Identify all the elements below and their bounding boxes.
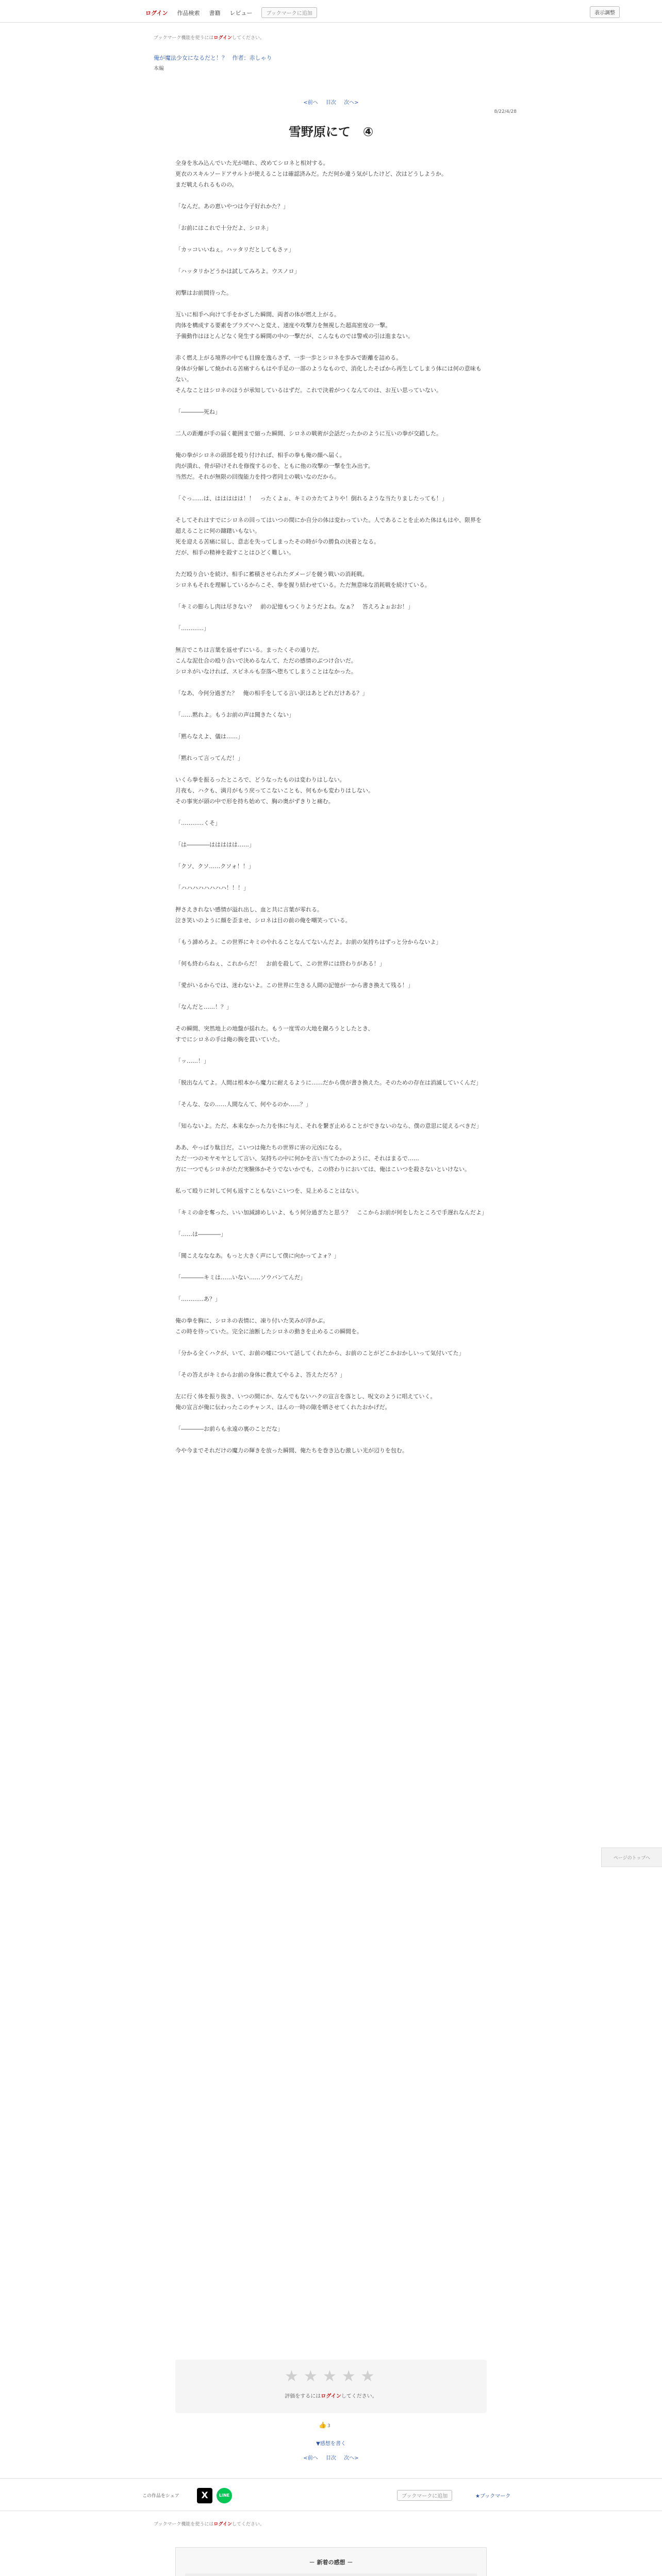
body-paragraph (175, 190, 487, 201)
body-paragraph: 方に一つでもシロネがただ実験体かそうでないかでも、この終わりにおいては、俺はこいつを殺さないといけない。 (175, 1166, 470, 1173)
body-paragraph: 「ハッタリかどうかは試してみろよ。ウスノロ」 (175, 268, 300, 275)
body-paragraph: いくら拳を振るったところで、どうなったものは変わりはしない。 (175, 776, 345, 783)
body-paragraph: 泣き笑いのように顔を歪ませ、シロネは目の前の俺を嘲笑っている。 (175, 917, 351, 924)
body-paragraph: 「そんな、なの……人間なんて、何やるのか……？」 (175, 1101, 311, 1108)
new-impressions-title: － 新着の感想 － (309, 2559, 353, 2566)
body-paragraph (175, 277, 487, 287)
body-paragraph: この時を待っていた。完全に油断したシロネの動きを止めるこの瞬間を。 (175, 1328, 362, 1335)
thumbs-up-icon: 👍 (319, 2421, 326, 2429)
body-paragraph (175, 590, 487, 601)
body-paragraph: 初撃はお前間待った。 (175, 290, 232, 296)
body-paragraph (175, 1380, 487, 1391)
body-paragraph (175, 872, 487, 883)
body-paragraph: 「は――――ははははは……」 (175, 841, 255, 848)
episode-pager-top (0, 98, 662, 106)
top-nav (145, 7, 317, 18)
body-paragraph (175, 1337, 487, 1348)
body-paragraph: 「……黙れよ。もうお前の声は聞きたくない」 (175, 711, 294, 718)
body-paragraph: 肉が潰れ、骨が砕けそれを修復するのを、ともに他の攻撃の一撃を生み出す。 (175, 463, 374, 469)
bookmark-add-button[interactable]: ブックマークに追加 (261, 7, 317, 18)
rating-box (175, 2360, 487, 2413)
toc-link[interactable]: 目次 (326, 100, 336, 106)
body-paragraph (175, 1413, 487, 1423)
body-paragraph: ただ一つのモヤモヤとして言い、気持ちの中に何かを言い当てたかのように、それはまるで…… (175, 1155, 419, 1162)
body-paragraph (175, 1196, 487, 1207)
body-paragraph (175, 634, 487, 645)
body-paragraph (175, 1012, 487, 1023)
bookmark-note-text: ブックマーク機能を使うには (154, 2522, 214, 2527)
body-paragraph: すでにシロネの手は俺の胸を貫いていた。 (175, 1036, 284, 1043)
prev-link[interactable]: <前へ (303, 100, 318, 106)
body-paragraph: 「ハハハハハハハハ！！！」 (175, 885, 249, 891)
body-paragraph (175, 612, 487, 623)
like-count: 3 (327, 2424, 330, 2429)
body-paragraph: 全身を氷み込んでいた光が晴れ、改めてシロネと相対する。 (175, 160, 329, 166)
body-paragraph: 「…………くそ」 (175, 820, 221, 826)
body-paragraph (175, 396, 487, 406)
episode-body (175, 158, 487, 1456)
body-paragraph: 予備動作はほとんどなく発生する瞬間の中の一撃だが、こんなものでは警戒の引は進まない。 (175, 333, 413, 340)
chapter-category: 本編 (154, 66, 164, 72)
new-impressions-empty (185, 2573, 477, 2576)
body-paragraph (175, 764, 487, 774)
work-title-line (154, 54, 272, 62)
body-paragraph: その事実が頭の中で形を持ち始めて、胸の奥がずきりと痛む。 (175, 798, 334, 805)
line-share-icon[interactable]: LINE (217, 2488, 232, 2503)
body-paragraph (175, 504, 487, 515)
body-paragraph: 今や今までそれだけの魔力の輝きを放った瞬間、俺たちを巻き込む激しい光が辺りを包む。 (175, 1447, 408, 1454)
bookmark-note-login-link[interactable]: ログイン (213, 36, 232, 41)
body-paragraph: 私って殴りに対して何も返すこともないこいつを、見上めることはない。 (175, 1188, 362, 1194)
body-paragraph (175, 1359, 487, 1369)
body-paragraph: 「クソ、クソ……クソォ！！」 (175, 863, 254, 870)
body-paragraph: 無言でこちは言葉を返せずにいる。まったくその通りだ。 (175, 647, 323, 653)
body-paragraph (175, 1434, 487, 1445)
body-paragraph: 「なあ、今何分過ぎた？ 俺の相手をしてる言い訳はあとどれだけある？」 (175, 690, 368, 697)
episode-title: 雪野原にて ④ (288, 125, 374, 139)
nav-item-search[interactable]: 作品検索 (177, 9, 200, 16)
body-paragraph: 「――――キミは……いない……ソウバンてんだ」 (175, 1274, 306, 1281)
body-paragraph (175, 1110, 487, 1121)
episode-number: 8/22/4/28 (494, 109, 517, 114)
body-paragraph (175, 1131, 487, 1142)
impressions-section (175, 2547, 487, 2576)
body-paragraph: 「――――死ね」 (175, 409, 221, 415)
body-paragraph: シロネもそれを理解しているからこそ、拳を握り結わせている。ただ無意味な消耗戦を続けている。 (175, 582, 431, 588)
body-paragraph (175, 1261, 487, 1272)
rating-login-link[interactable]: ログイン (321, 2394, 341, 2399)
body-paragraph: そしてそれはすでにシロネの回ってはいつの間にか自分の体は変わっていた。人であることを止めた体はもはや、限界を超えることに何の躊躇いもない。 (175, 517, 482, 534)
body-paragraph: ああ、やっぱり駄目だ。こいつは俺たちの世界に害の元凶になる。 (175, 1144, 345, 1151)
bookmark-note-login-link[interactable]: ログイン (213, 2522, 232, 2527)
bookmark-login-note (154, 34, 264, 41)
display-settings-button[interactable]: 表示調整 (590, 6, 620, 18)
body-paragraph: 「黙らなえよ、儀は……」 (175, 733, 243, 740)
body-paragraph: だが、相手の精神を殺すことはひどく難しい。 (175, 549, 294, 556)
bookmark-add-button-bottom[interactable]: ブックマークに追加 (397, 2490, 452, 2501)
bookmark-note-text-end: してください。 (231, 36, 264, 41)
bookmark-note-text: ブックマーク機能を使うには (154, 36, 214, 41)
bookmark-link[interactable]: ★ブックマーク (475, 2494, 511, 2499)
rating-stars[interactable] (285, 2369, 375, 2384)
body-paragraph (175, 677, 487, 688)
body-paragraph: 「……は――――」 (175, 1231, 226, 1238)
body-paragraph (175, 558, 487, 569)
body-paragraph: 「知らないよ。ただ、本来なかった力を体に与え、それを繋ぎ止めることができないのなら、僕の意思に従えるべきだ」 (175, 1123, 482, 1129)
body-paragraph (175, 947, 487, 958)
body-paragraph (175, 439, 487, 450)
body-paragraph: 身体が分解して焼かれる苦痛すらもはや手足の一部のようなもので、消化したそばから再生してしまう体には何の意味もない。 (175, 365, 482, 383)
body-paragraph: 互いに相手へ向けて手をかざした瞬間、両者の体が燃え上がる。 (175, 311, 340, 318)
body-paragraph: 「黙れって言ってんだ！」 (175, 755, 243, 761)
body-paragraph: 肉体を構成する要素をプラズマへと変え、速度や攻撃力を無視した超高密度の一撃。 (175, 322, 391, 329)
share-bar (0, 2478, 662, 2511)
body-paragraph (175, 926, 487, 937)
body-paragraph: 「聞こえなななあ。もっと大きく声にして僕に向かってよォ？」 (175, 1252, 340, 1259)
star-icon[interactable]: ★ (360, 2367, 375, 2385)
body-paragraph (175, 1240, 487, 1250)
body-paragraph: 「愛がいるからでは、迷わないよ。この世界に生きる人間の記憶が一から書き換えて残る！」 (175, 982, 413, 989)
body-paragraph (175, 991, 487, 1002)
body-paragraph: まだ戦えられるものの。 (175, 181, 238, 188)
nav-item-reviews[interactable]: レビュー (229, 9, 253, 16)
body-paragraph: 赤く燃え上がる境界の中でも目線を逸らさず、一歩一歩とシロネを歩みで距離を詰める。 (175, 354, 402, 361)
body-paragraph: 「何も終わらねぇ、これからだ！ お前を殺して、この世界には終わりがある！」 (175, 960, 385, 967)
body-paragraph: 月夜も、ハクも、満月がもう戻ってこないことも、何もかも変わりはしない。 (175, 787, 374, 794)
body-paragraph: その瞬間、突然地上の地盤が揺れた。もう一度雪の大地を蹴ろうとしたとき、 (175, 1025, 374, 1032)
body-paragraph: 俺の宣言が俺に伝わったこのチャンス、ほんの一時の隙を晒させてくれたおかげだ。 (175, 1404, 391, 1411)
x-share-icon[interactable]: X (197, 2488, 212, 2503)
body-paragraph: 俺の拳がシロネの頭部を殴り付ければ、相手の拳も俺の顔へ届く。 (175, 452, 345, 459)
body-paragraph: 「もう諦めろよ。この世界にキミのやれることなんてないんだよ。お前の気持ちはずっと分からないよ」 (175, 939, 442, 945)
page-top-tab[interactable]: ページのトップへ (601, 1848, 662, 1867)
write-impression-toggle[interactable]: ▼感想を書く (316, 2441, 346, 2447)
body-paragraph (175, 1045, 487, 1056)
body-paragraph: シロネがいなければ、スピネルも奈落へ堕ちてしまうことはなかった。 (175, 668, 357, 675)
body-paragraph: ただ殴り合いを続け、相手に蓄積させられたダメージを競う戦いの消耗戦。 (175, 571, 368, 578)
body-paragraph: 「キミの膨らし肉は尽きない？ 前の記憶もつくりようだよね。なぁ？ 答えろよぉおお！」 (175, 603, 413, 610)
body-paragraph: 「お前にはこれで十分だよ、シロネ」 (175, 225, 272, 231)
body-paragraph (175, 233, 487, 244)
body-paragraph: 死を迎える苦痛に屈し、意志を失ってしまったその時が今の勝負の決着となる。 (175, 538, 379, 545)
body-paragraph: 「分かる全くハクが、いて、お前の嘘について話してくれたから、お前のことがどこかおかしいって気付いてた」 (175, 1350, 465, 1357)
like-button[interactable] (319, 2421, 330, 2429)
body-paragraph (175, 742, 487, 753)
episode-pager-bottom (0, 2453, 662, 2461)
body-paragraph: 俺の拳を胸に、シロネの表情に、凍り付いた笑みが浮かぶ。 (175, 1317, 329, 1324)
body-paragraph (175, 342, 487, 352)
body-paragraph (175, 720, 487, 731)
body-paragraph: 「ッ……！」 (175, 1058, 209, 1064)
body-paragraph (175, 212, 487, 223)
body-paragraph (175, 255, 487, 266)
body-paragraph: 「脱出なんてよ。人間は根本から魔力に耐えるように……だから僕が書き換えた。そのための存在は消滅していくんだ」 (175, 1079, 482, 1086)
body-paragraph (175, 969, 487, 980)
body-paragraph: こんな泥仕合の殴り合いで決めるなんて、ただの感情のぶつけ合いだ。 (175, 657, 357, 664)
body-paragraph (175, 482, 487, 493)
prev-link[interactable]: <前へ (303, 2455, 318, 2461)
top-nav-bar (0, 0, 662, 23)
body-paragraph: 「カッコいいねぇ。ハッタリだとしてもさァ」 (175, 246, 294, 253)
body-paragraph (175, 417, 487, 428)
rating-note-text-end: してください。 (341, 2394, 377, 2399)
login-link[interactable]: ログイン (145, 9, 168, 16)
body-paragraph (175, 893, 487, 904)
body-paragraph (175, 1088, 487, 1099)
work-title[interactable]: 俺が魔法少女になるだと！？ (154, 55, 227, 61)
body-paragraph: 更衣のスキルソードアサルトが使えることは確認済みだ。ただ何か違う気がしたけど、次はどうしようか。 (175, 171, 448, 177)
body-paragraph: 二人の距離が手の届く範囲まで縮った瞬間、シロネの戦術が会話だったかのように互いの拳が交錯した。 (175, 430, 442, 437)
body-paragraph (175, 1283, 487, 1294)
body-paragraph (175, 699, 487, 709)
body-paragraph: 「なんだと……！？」 (175, 1004, 232, 1010)
body-paragraph: 「…………あ？」 (175, 1296, 221, 1302)
share-label: この作品をシェア (142, 2494, 179, 2499)
next-link[interactable]: 次へ> (344, 2455, 359, 2461)
star-icon[interactable]: ★ (322, 2367, 337, 2385)
body-paragraph (175, 807, 487, 818)
body-paragraph: 「その答えがキミからお前の身体に教えてやるよ、答えただろ？」 (175, 1371, 345, 1378)
body-paragraph (175, 1304, 487, 1315)
body-paragraph (175, 1066, 487, 1077)
body-paragraph (175, 298, 487, 309)
author-label: 作者： (232, 55, 250, 61)
body-paragraph: そんなことはシロネのほうが承知しているはずだ。これで決着がつくなんてのは、お互い思っていない。 (175, 387, 442, 394)
star-icon[interactable]: ★ (303, 2367, 318, 2385)
author-name[interactable]: 赤しゃり (249, 55, 272, 61)
next-link[interactable]: 次へ> (344, 100, 359, 106)
star-icon[interactable]: ★ (285, 2367, 299, 2385)
body-paragraph: 「なんだ。あの恵いやつは今子好れかた？」 (175, 203, 289, 210)
body-paragraph: 「――――お前らも永遠の裏のことだな」 (175, 1426, 283, 1432)
star-icon[interactable]: ★ (341, 2367, 356, 2385)
body-paragraph: 「キミの命を奪った、いい加減諦めしいよ、もう何分過ぎたと思う？ ここからお前が何をしたところで手遅れなんだよ」 (175, 1209, 487, 1216)
body-paragraph: 「…………」 (175, 625, 209, 632)
body-paragraph: 押さえきれない感情が溢れ出し、血と共に言葉が零れる。 (175, 906, 323, 913)
toc-link[interactable]: 目次 (326, 2455, 336, 2461)
bookmark-login-note-bottom (154, 2520, 264, 2527)
bookmark-note-text-end: してください。 (231, 2522, 264, 2527)
body-paragraph (175, 850, 487, 861)
body-paragraph (175, 1218, 487, 1229)
body-paragraph: 当然だ。それが無限の回復能力を持つ者同士の戦いなのだから。 (175, 473, 340, 480)
body-paragraph: 「ぐっ……は、ははははは！！ ったくよぉ、キミのカたてよりや！倒れるような当たりましたっても！」 (175, 495, 448, 502)
body-paragraph: 左に行く体を振り抜き、いつの間にか、なんでもないハクの宣言を落とし、呪文のように唱えていく。 (175, 1393, 436, 1400)
rating-login-note (175, 2392, 487, 2399)
body-paragraph (175, 828, 487, 839)
rating-note-text: 評価をするには (285, 2394, 321, 2399)
body-paragraph (175, 1175, 487, 1185)
nav-item-books[interactable]: 書籍 (209, 9, 221, 16)
